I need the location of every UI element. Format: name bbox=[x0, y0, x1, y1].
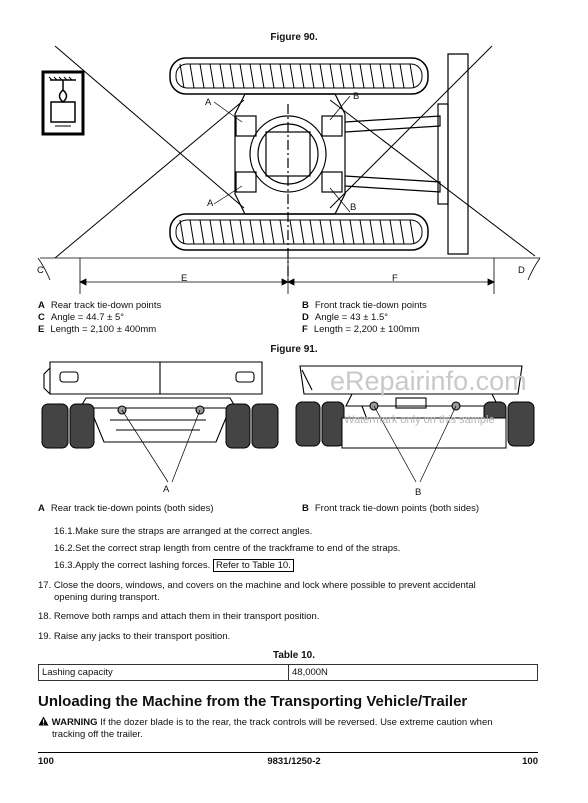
legend-text-c: Angle = 44.7 ± 5° bbox=[50, 312, 125, 323]
warning-text-line2: tracking off the trailer. bbox=[52, 729, 143, 740]
table-10-reference-link[interactable]: Refer to Table 10. bbox=[213, 559, 294, 572]
rear-wheels bbox=[42, 404, 278, 448]
substep-text: Make sure the straps are arranged at the correct angles. bbox=[75, 526, 313, 537]
figure-90-top-view-diagram bbox=[0, 44, 588, 294]
legend-key-e: E bbox=[38, 324, 45, 335]
legend-key-b: B bbox=[302, 503, 309, 514]
figure-90-legend-left bbox=[38, 300, 161, 336]
tie-down-symbol-icon bbox=[43, 72, 83, 134]
callout-d: D bbox=[518, 265, 525, 276]
legend-key-b: B bbox=[302, 300, 309, 311]
footer-page-right: 100 bbox=[522, 756, 538, 767]
legend-key-d: D bbox=[302, 312, 309, 323]
legend-text-a: Rear track tie-down points bbox=[50, 300, 162, 311]
callout-a-lower: A bbox=[207, 198, 214, 209]
callout-a-upper: A bbox=[205, 97, 212, 108]
substep-text: Apply the correct lashing forces. bbox=[75, 560, 211, 571]
legend-text-b: Front track tie-down points bbox=[314, 300, 427, 311]
legend-text-d: Angle = 43 ± 1.5° bbox=[314, 312, 389, 323]
substep-text: Set the correct strap length from centre of the trackframe to end of the straps. bbox=[75, 543, 401, 554]
substep-number: 16.2. bbox=[54, 543, 76, 554]
legend-key-a: A bbox=[38, 300, 45, 311]
warning-text-line1: If the dozer blade is to the rear, the track controls will be reversed. Use extreme caution when bbox=[100, 717, 493, 728]
callout-b-upper: B bbox=[353, 91, 360, 102]
warning-block bbox=[38, 716, 548, 741]
table-cell-label: Lashing capacity bbox=[39, 665, 289, 681]
substep-number: 16.3. bbox=[54, 560, 76, 571]
substep-16-1 bbox=[54, 526, 312, 538]
watermark-text: eRepairinfo.com bbox=[330, 366, 527, 396]
step-18 bbox=[38, 611, 319, 623]
dimension-lines bbox=[38, 258, 540, 294]
step-text-line1: Close the doors, windows, and covers on the machine and lock where possible to prevent accidental bbox=[53, 580, 476, 591]
footer-page-left: 100 bbox=[38, 756, 54, 767]
table-10-title: Table 10. bbox=[272, 650, 316, 661]
substep-16-3 bbox=[54, 560, 294, 572]
step-19 bbox=[38, 631, 230, 643]
step-number: 19. bbox=[38, 631, 52, 642]
figure-90-title: Figure 90. bbox=[270, 32, 318, 43]
callout-c: C bbox=[37, 265, 44, 276]
section-heading: Unloading the Machine from the Transporting Vehicle/Trailer bbox=[38, 693, 468, 710]
substep-number: 16.1. bbox=[54, 526, 76, 537]
table-row bbox=[39, 665, 538, 681]
warning-triangle-icon bbox=[38, 716, 49, 726]
figure-91-legend-left bbox=[38, 503, 214, 515]
figure-91-callout-a: A bbox=[163, 484, 170, 495]
left-track-upper bbox=[170, 58, 428, 94]
footer-document-code: 9831/1250-2 bbox=[267, 756, 321, 767]
footer-rule bbox=[38, 752, 538, 753]
substep-16-2 bbox=[54, 543, 400, 555]
step-number: 18. bbox=[38, 611, 52, 622]
legend-key-f: F bbox=[302, 324, 308, 335]
legend-text-b: Front track tie-down points (both sides) bbox=[314, 503, 480, 514]
step-number: 17. bbox=[38, 580, 52, 591]
legend-text-e: Length = 2,100 ± 400mm bbox=[50, 324, 157, 335]
step-text: Raise any jacks to their transport position. bbox=[53, 631, 231, 642]
figure-91-rear-view-diagram bbox=[30, 358, 290, 498]
step-text: Remove both ramps and attach them in their transport position. bbox=[53, 611, 320, 622]
legend-key-a: A bbox=[38, 503, 45, 514]
figure-90-legend-right bbox=[302, 300, 427, 336]
warning-label: WARNING bbox=[51, 717, 98, 728]
watermark-subtext: Watermark only on this sample bbox=[344, 414, 495, 426]
legend-text-f: Length = 2,200 ± 100mm bbox=[313, 324, 420, 335]
step-17 bbox=[38, 580, 548, 604]
undercarriage-frame bbox=[235, 94, 345, 284]
legend-text-a: Rear track tie-down points (both sides) bbox=[50, 503, 214, 514]
figure-91-callout-b: B bbox=[415, 487, 422, 498]
callout-b-lower: B bbox=[350, 202, 357, 213]
right-track-lower bbox=[170, 214, 428, 250]
lashing-table bbox=[38, 664, 538, 681]
step-text-line2: opening during transport. bbox=[54, 592, 160, 603]
table-cell-value: 48,000N bbox=[289, 665, 538, 681]
callout-f: F bbox=[392, 273, 398, 284]
legend-key-c: C bbox=[38, 312, 45, 323]
callout-e: E bbox=[181, 273, 188, 284]
figure-91-title: Figure 91. bbox=[270, 344, 318, 355]
figure-91-legend-right bbox=[302, 503, 479, 515]
